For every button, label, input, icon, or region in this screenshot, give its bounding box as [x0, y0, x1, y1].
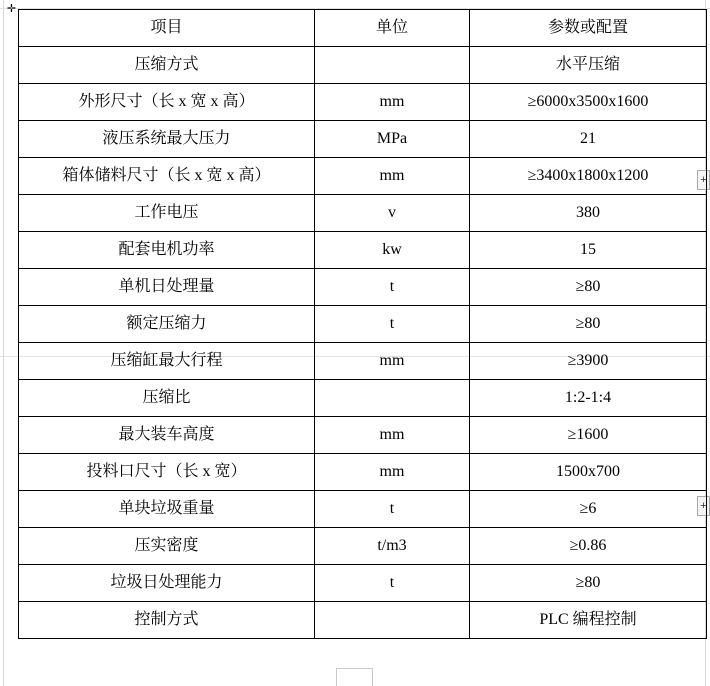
table-cell-value: ≥6000x3500x1600 [470, 84, 707, 121]
table-row [19, 417, 707, 454]
table-cell-item: 压实密度 [19, 528, 315, 565]
table-header-cell: 参数或配置 [470, 10, 707, 47]
page-tick-right [372, 668, 373, 686]
table-cell-item: 箱体储料尺寸（长 x 宽 x 高） [19, 158, 315, 195]
table-cell-unit: mm [315, 343, 470, 380]
table-cell-item: 单机日处理量 [19, 269, 315, 306]
table-cell-value: ≥6 [470, 491, 707, 528]
table-row [19, 195, 707, 232]
table-cell-item: 配套电机功率 [19, 232, 315, 269]
table-row [19, 269, 707, 306]
table-cell-value: ≥3400x1800x1200 [470, 158, 707, 195]
table-row [19, 343, 707, 380]
move-crosshair-icon[interactable]: ✛ [6, 3, 17, 15]
table-header-cell: 项目 [19, 10, 315, 47]
table-cell-unit: t/m3 [315, 528, 470, 565]
table-cell-item: 外形尺寸（长 x 宽 x 高） [19, 84, 315, 121]
table-cell-value: ≥1600 [470, 417, 707, 454]
table-cell-value: ≥80 [470, 269, 707, 306]
table-cell-unit [315, 47, 470, 84]
table-row [19, 84, 707, 121]
table-header-cell: 单位 [315, 10, 470, 47]
table-cell-item: 额定压缩力 [19, 306, 315, 343]
table-cell-unit: MPa [315, 121, 470, 158]
table-cell-value: ≥80 [470, 565, 707, 602]
table-cell-value: ≥0.86 [470, 528, 707, 565]
table-cell-unit [315, 602, 470, 639]
table-cell-item: 单块垃圾重量 [19, 491, 315, 528]
table-row [19, 565, 707, 602]
table-row [19, 454, 707, 491]
table-row [19, 491, 707, 528]
table-cell-value: 15 [470, 232, 707, 269]
specification-table [18, 9, 707, 639]
page-guide-left [3, 0, 4, 686]
table-cell-item: 工作电压 [19, 195, 315, 232]
table-cell-value: 21 [470, 121, 707, 158]
page-tick-left [336, 668, 337, 686]
table-cell-unit: t [315, 306, 470, 343]
table-row [19, 121, 707, 158]
table-cell-value: PLC 编程控制 [470, 602, 707, 639]
page-hairline-bottom [336, 668, 373, 669]
table-cell-item: 投料口尺寸（长 x 宽） [19, 454, 315, 491]
table-cell-item: 压缩比 [19, 380, 315, 417]
table-row [19, 528, 707, 565]
table-row [19, 47, 707, 84]
table-cell-value: 水平压缩 [470, 47, 707, 84]
table-cell-item: 垃圾日处理能力 [19, 565, 315, 602]
table-cell-unit: mm [315, 454, 470, 491]
table-cell-value: 1:2-1:4 [470, 380, 707, 417]
table-cell-unit: v [315, 195, 470, 232]
table-cell-item: 压缩方式 [19, 47, 315, 84]
table-cell-item: 压缩缸最大行程 [19, 343, 315, 380]
table-header-row [19, 10, 707, 47]
table-cell-value: 1500x700 [470, 454, 707, 491]
table-cell-unit: mm [315, 158, 470, 195]
expand-button-top[interactable]: + [697, 170, 710, 190]
table-cell-unit: t [315, 491, 470, 528]
table-cell-item: 最大装车高度 [19, 417, 315, 454]
table-cell-item: 控制方式 [19, 602, 315, 639]
table-cell-value: ≥3900 [470, 343, 707, 380]
table-row [19, 602, 707, 639]
table-row [19, 232, 707, 269]
table-row [19, 380, 707, 417]
expand-button-bottom[interactable]: + [697, 496, 710, 516]
table-cell-unit: t [315, 565, 470, 602]
table-cell-item: 液压系统最大压力 [19, 121, 315, 158]
table-cell-unit: t [315, 269, 470, 306]
table-row [19, 306, 707, 343]
table-cell-unit: mm [315, 84, 470, 121]
table-cell-value: ≥80 [470, 306, 707, 343]
table-cell-value: 380 [470, 195, 707, 232]
table-row [19, 158, 707, 195]
table-cell-unit [315, 380, 470, 417]
table-cell-unit: kw [315, 232, 470, 269]
table-cell-unit: mm [315, 417, 470, 454]
